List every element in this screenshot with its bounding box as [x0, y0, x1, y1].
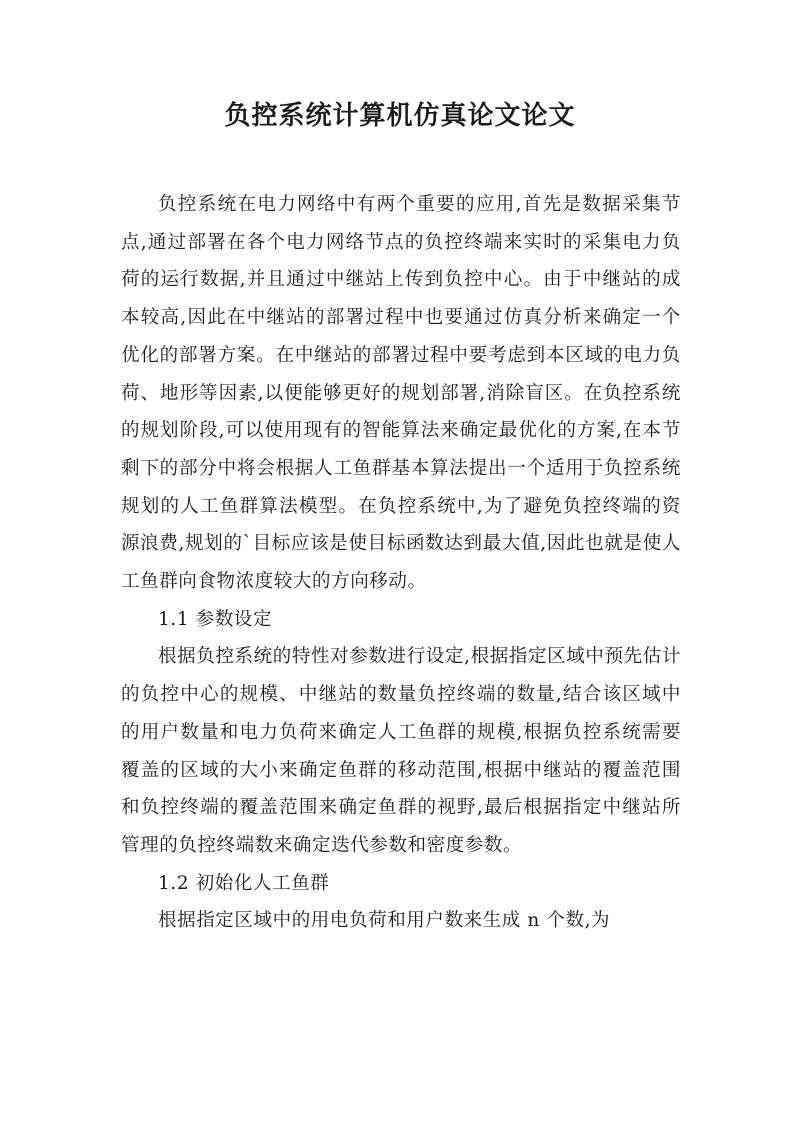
- body-paragraph: 根据负控系统的特性对参数进行设定,根据指定区域中预先估计的负控中心的规模、中继站的数量负控终端的数量,结合该区域中的用户数量和电力负荷来确定人工鱼群的规模,根据负控系统需要覆盖的区域的大小来确定鱼群的移动范围,根据中继站的覆盖范围和负控终端的覆盖范围来确定鱼群的视野,最后根据指定中继站所管理的负控终端数来确定迭代参数和密度参数。: [121, 646, 681, 856]
- body-paragraph: 负控系统在电力网络中有两个重要的应用,首先是数据采集节点,通过部署在各个电力网络节点的负控终端来实时的采集电力负荷的运行数据,并且通过中继站上传到负控中心。由于中继站的成本较高,因此在中继站的部署过程中也要通过仿真分析来确定一个优化的部署方案。在中继站的部署过程中要考虑到本区域的电力负荷、地形等因素,以便能够更好的规划部署,消除盲区。在负控系统的规划阶段,可以使用现有的智能算法来确定最优化的方案,在本节剩下的部分中将会根据人工鱼群基本算法提出一个适用于负控系统规划的人工鱼群算法模型。在负控系统中,为了避免负控终端的资源浪费,规划的`目标应该是使目标函数达到最大值,因此也就是使人工鱼群向食物浓度较大的方向移动。: [121, 194, 681, 593]
- document-title: 负控系统计算机仿真论文论文: [224, 101, 576, 131]
- section-heading: 1.2 初始化人工鱼群: [158, 872, 330, 894]
- section-heading: 1.1 参数设定: [158, 608, 273, 630]
- body-paragraph: 根据指定区域中的用电负荷和用户数来生成 n 个数,为: [158, 910, 611, 932]
- document-body: [121, 186, 681, 940]
